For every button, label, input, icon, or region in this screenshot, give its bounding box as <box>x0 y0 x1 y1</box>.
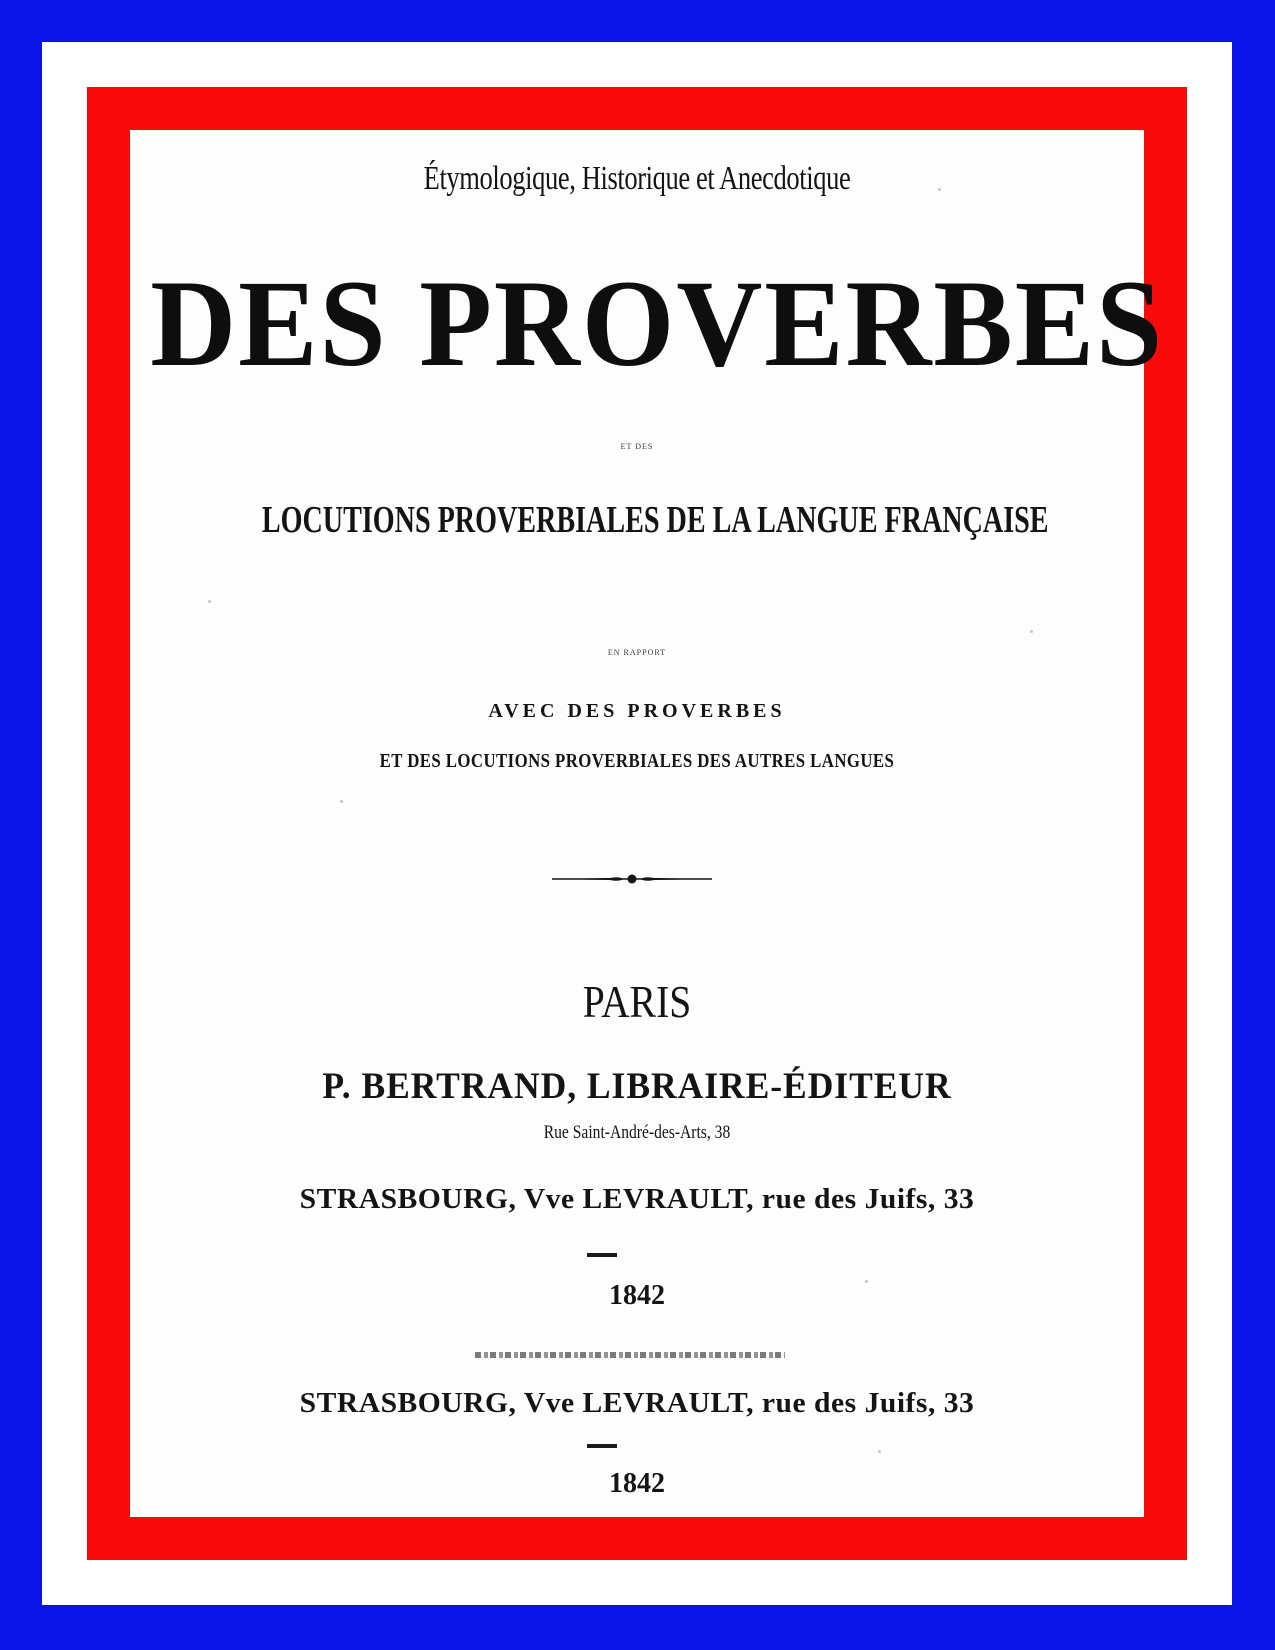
publication-year-repeat: 1842 <box>609 1468 665 1499</box>
subtitle: Étymologique, Historique et Anecdotique <box>423 160 851 197</box>
paper-speck <box>878 1450 881 1453</box>
publisher-address: Rue Saint-André-des-Arts, 38 <box>543 1122 731 1143</box>
paper-speck <box>938 188 941 191</box>
paper-speck <box>340 800 343 803</box>
publisher-line: P. BERTRAND, LIBRAIRE-ÉDITEUR <box>322 1066 952 1107</box>
strasbourg-line: STRASBOURG, Vve LEVRAULT, rue des Juifs, 33 <box>299 1183 975 1215</box>
strasbourg-line-repeat: STRASBOURG, Vve LEVRAULT, rue des Juifs, 33 <box>299 1387 975 1419</box>
paper-speck <box>208 600 211 603</box>
paper-speck <box>865 1280 868 1283</box>
ornament-rule-icon <box>552 872 712 886</box>
locutions-heading: LOCUTIONS PROVERBIALES DE LA LANGUE FRANÇAISE <box>261 499 1049 541</box>
avec-line: AVEC DES PROVERBES <box>488 700 786 722</box>
title-page <box>130 130 1165 1517</box>
divider-dash <box>587 1253 617 1257</box>
divider-dash-2 <box>587 1444 617 1448</box>
connector-text: ET DES <box>620 442 654 451</box>
main-title: DES PROVERBES <box>150 255 1165 392</box>
paper-speck <box>1030 630 1033 633</box>
publication-year: 1842 <box>609 1280 665 1311</box>
faded-text-line <box>475 1352 785 1358</box>
city-name: PARIS <box>582 976 692 1027</box>
other-languages-line: ET DES LOCUTIONS PROVERBIALES DES AUTRES LANGUES <box>379 750 895 772</box>
connector-text-2: EN RAPPORT <box>607 648 667 657</box>
